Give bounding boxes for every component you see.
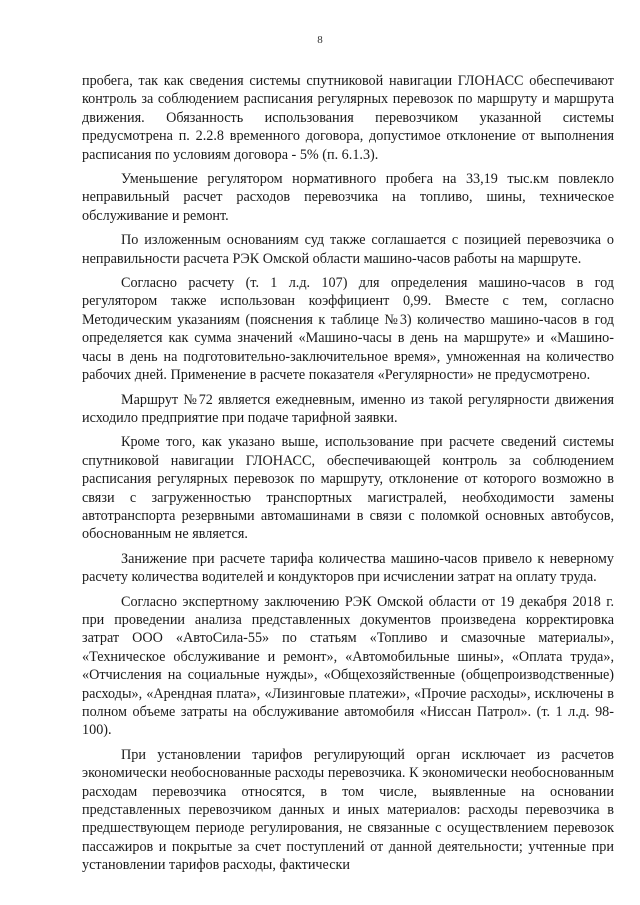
document-body xyxy=(82,72,614,875)
paragraph-4: Согласно расчету (т. 1 л.д. 107) для определения машино-часов в год регулятором также использован коэффициент 0,99. Вместе с тем, согласно Методическим указаниям (пояснения к таблице №3) количество машино-часов в год определяется как сумма значений «Машино-часы в день на маршруте» и «Машино-часы в день на подготовительно-заключительное время», умноженная на количество рабочих дней. Применение в расчете показателя «Регулярности» не предусмотрено. xyxy=(82,275,614,384)
paragraph-9: При установлении тарифов регулирующий орган исключает из расчетов экономически необоснованные расходы перевозчика. К экономически необоснованным расходам перевозчика относятся, в том числе, выявленные на основании представленных перевозчиком данных и иных материалов: расходы перевозчика в предшествующем периоде регулирования, не связанные с осуществлением перевозок пассажиров и покрытые за счет поступлений от данной деятельности; учтенные при установлении тарифов расходы, фактически xyxy=(82,746,614,874)
page-number: 8 xyxy=(317,34,323,46)
paragraph-5: Маршрут №72 является ежедневным, именно из такой регулярности движения исходило предприятие при подаче тарифной заявки. xyxy=(82,391,614,426)
paragraph-3: По изложенным основаниям суд также соглашается с позицией перевозчика о неправильности расчета РЭК Омской области машино-часов работы на маршруте. xyxy=(82,232,614,267)
paragraph-1: пробега, так как сведения системы спутниковой навигации ГЛОНАСС обеспечивают контроль за соблюдением расписания регулярных перевозок по маршруту и маршрута движения. Обязанность использования перевозчиком указанной системы предусмотрена п. 2.2.8 временного договора, допустимое отклонение от выполнения расписания по условиям договора - 5% (п. 6.1.3). xyxy=(82,73,614,163)
paragraph-2: Уменьшение регулятором нормативного пробега на 33,19 тыс.км повлекло неправильный расчет расходов перевозчика на топливо, шины, техническое обслуживание и ремонт. xyxy=(82,171,614,224)
paragraph-6: Кроме того, как указано выше, использование при расчете сведений системы спутниковой навигации ГЛОНАСС, обеспечивающей контроль за соблюдением расписания регулярных перевозок по маршруту, отклонение от которого возможно в связи с загруженностью транспортных магистралей, необходимости замены автотранспорта резервными автомашинами в связи с поломкой основных автобусов, обоснованным не является. xyxy=(82,434,614,543)
paragraph-8: Согласно экспертному заключению РЭК Омской области от 19 декабря 2018 г. при проведении анализа представленных документов произведена корректировка затрат ООО «АвтоСила-55» по статьям «Топливо и смазочные материалы», «Техническое обслуживание и ремонт», «Автомобильные шины», «Оплата труда», «Отчисления на социальные нужды», «Общехозяйственные (общепроизводственные) расходы», «Арендная плата», «Лизинговые платежи», «Прочие расходы», исключены в полном объеме затраты на обслуживание автомобиля «Ниссан Патрол». (т. 1 л.д. 98-100). xyxy=(82,593,614,739)
paragraph-7: Занижение при расчете тарифа количества машино-часов привело к неверному расчету количества водителей и кондукторов при исчислении затрат на оплату труда. xyxy=(82,550,614,586)
